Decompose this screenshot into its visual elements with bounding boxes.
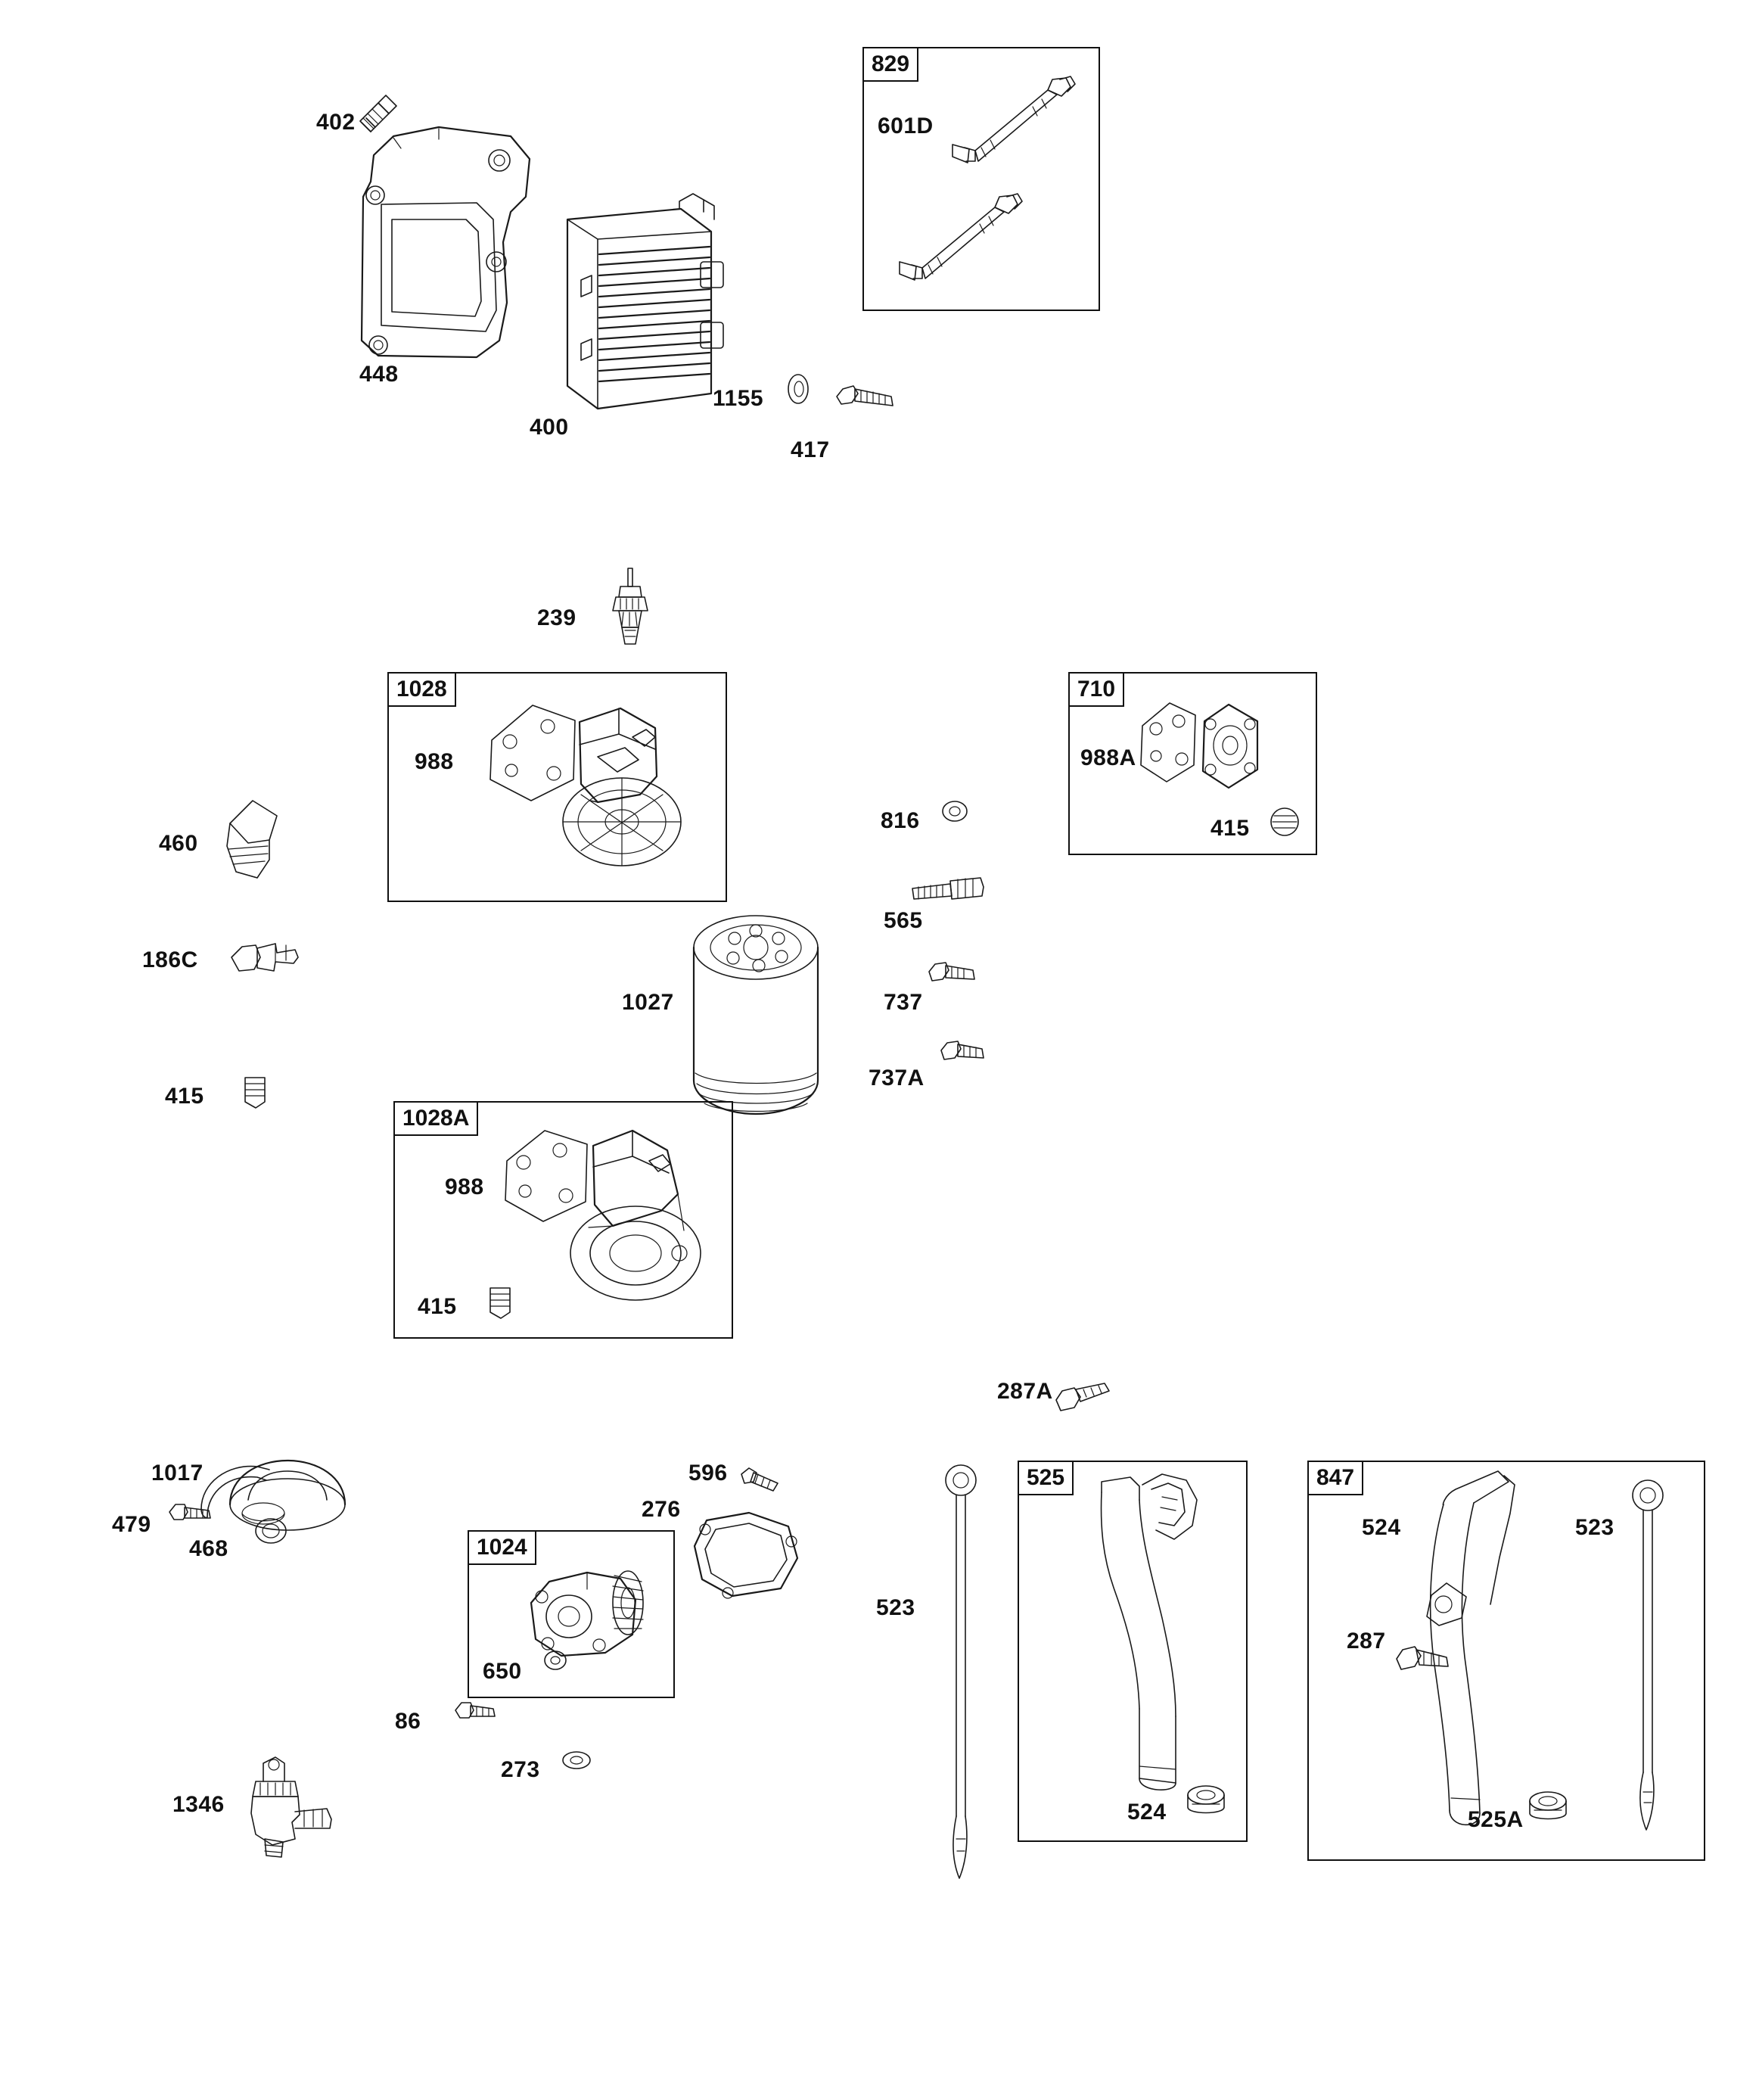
dipstick-523-847 [1625, 1476, 1670, 1839]
callout-523-left: 523 [876, 1595, 915, 1620]
hose-601D-upper [942, 72, 1086, 170]
group-label-1028A: 1028A [393, 1101, 478, 1136]
dipstick-tube-525 [1083, 1467, 1250, 1830]
callout-415-left: 415 [165, 1084, 204, 1109]
callout-415-1028A: 415 [418, 1294, 457, 1319]
callout-86: 276 [642, 1497, 681, 1522]
plug-524-525 [1180, 1778, 1233, 1831]
adapter-plate-710 [1135, 692, 1271, 814]
callout-1027: 1027 [622, 990, 674, 1015]
callout-523-847: 523 [1575, 1515, 1614, 1540]
oil-filter-adapter-1028 [484, 695, 711, 891]
callout-448: 448 [359, 362, 399, 387]
callout-415-710: 415 [1210, 816, 1250, 841]
oil-pump-1024 [514, 1556, 666, 1685]
washer-816 [937, 793, 974, 831]
bolt-737 [925, 955, 985, 996]
hose-601D-lower [889, 189, 1033, 288]
callout-525A: 524 [1362, 1515, 1401, 1540]
bolt-287 [1391, 1636, 1459, 1683]
pump-cover-86 [679, 1502, 816, 1608]
callout-524-847: 525A [1468, 1807, 1524, 1832]
callout-565: 565 [884, 908, 923, 933]
barb-fitting-186C [225, 927, 316, 995]
callout-988A: 988A [1080, 745, 1136, 770]
screw-479 [165, 1497, 219, 1535]
screw-596 [451, 1695, 505, 1731]
callout-287: 287 [1347, 1629, 1386, 1654]
callout-468: 468 [189, 1536, 228, 1561]
plug-524-847 [1522, 1784, 1575, 1837]
seal-273 [539, 1644, 575, 1680]
callout-988: 988 [415, 749, 454, 774]
bolt-737A [937, 1034, 997, 1075]
callout-460: 460 [159, 831, 198, 856]
group-label-829: 829 [862, 47, 918, 82]
callout-524-525: 524 [1127, 1800, 1167, 1825]
oil-cooler-400 [552, 189, 749, 416]
group-label-1024: 1024 [468, 1530, 536, 1565]
callout-737A: 737A [869, 1066, 925, 1090]
group-label-847: 847 [1307, 1461, 1363, 1495]
plug-415-left [236, 1069, 277, 1114]
bolt-417 [832, 377, 900, 422]
oil-filter-adapter-1028A [499, 1120, 726, 1324]
callout-816: 816 [881, 808, 920, 833]
callout-650: 596 [688, 1461, 728, 1486]
callout-276: 273 [501, 1757, 540, 1782]
group-label-710: 710 [1068, 672, 1124, 707]
callout-596: 86 [395, 1709, 421, 1734]
washer-276 [557, 1745, 599, 1778]
group-label-525: 525 [1018, 1461, 1074, 1495]
callout-273: 650 [483, 1659, 522, 1684]
dipstick-523-left [938, 1461, 984, 1884]
seal-468 [250, 1510, 295, 1555]
plug-415-1028A [481, 1279, 522, 1324]
callout-479: 479 [112, 1512, 151, 1537]
oil-cooler-bracket-448 [348, 114, 560, 363]
callout-1155: 1155 [713, 386, 764, 411]
elbow-fitting-460 [210, 793, 294, 891]
callout-737: 737 [884, 990, 923, 1015]
callout-186C: 186C [142, 947, 198, 972]
plug-415-710 [1265, 802, 1306, 843]
bolt-287A [1050, 1376, 1118, 1423]
callout-988-1028A: 988 [445, 1174, 484, 1199]
washer-1155 [783, 371, 816, 409]
callout-239: 239 [537, 605, 576, 630]
group-label-1028: 1028 [387, 672, 456, 707]
callout-1346: 1346 [172, 1792, 225, 1817]
callout-287A: 287A [997, 1379, 1053, 1404]
screw-650 [735, 1462, 788, 1503]
stud-565 [908, 870, 991, 913]
callout-400: 400 [530, 415, 569, 440]
oil-pressure-switch-239 [598, 564, 666, 662]
callout-402: 402 [316, 110, 356, 135]
callout-417: 417 [791, 437, 830, 462]
callout-601D: 601D [878, 114, 934, 138]
drain-valve-1346 [242, 1750, 340, 1863]
callout-1017: 1017 [151, 1461, 204, 1486]
